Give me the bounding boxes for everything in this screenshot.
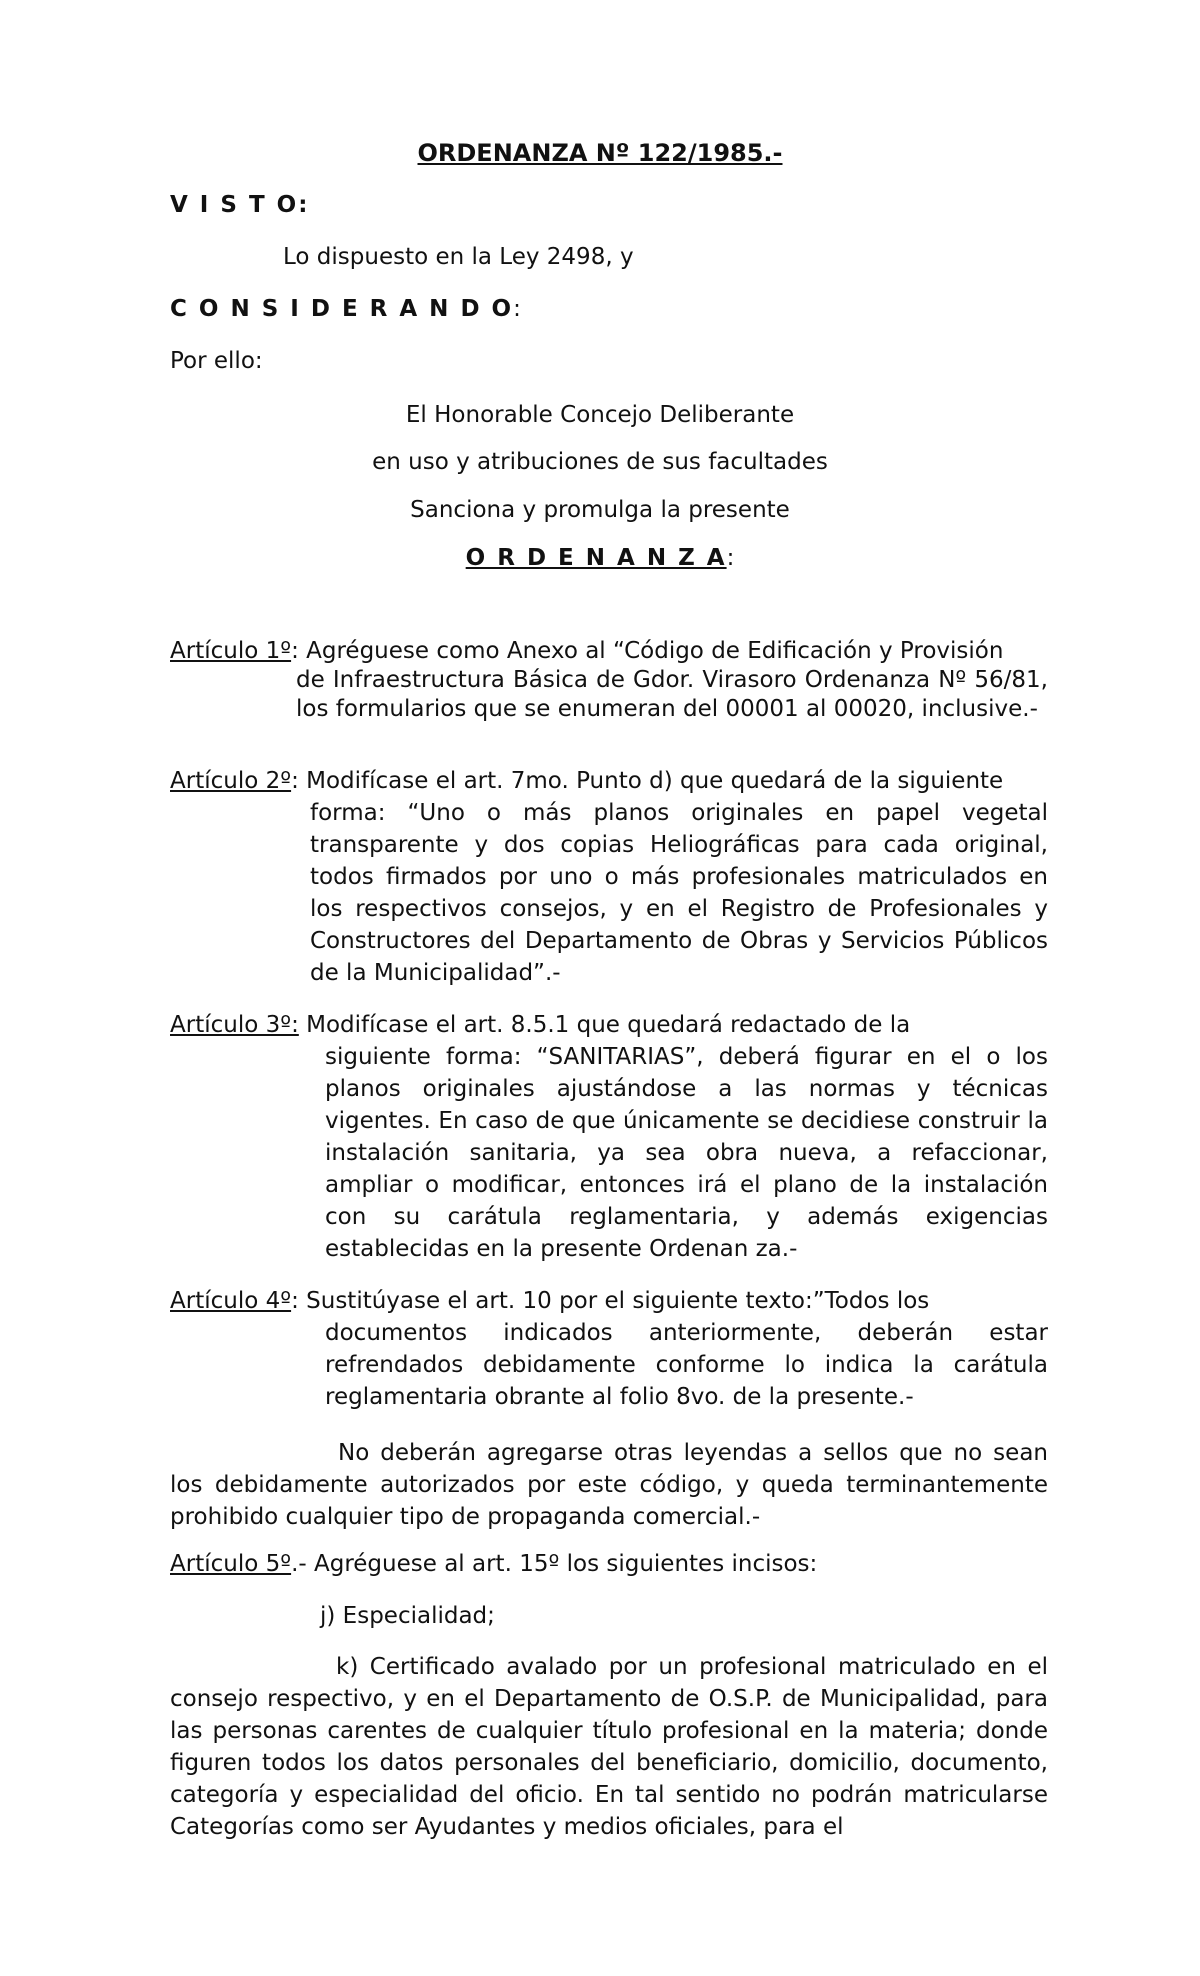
article-5-label: Artículo 5º [170,1551,292,1577]
article-4-label: Artículo 4º [170,1288,292,1314]
article-3-label: Artículo 3º: [170,1012,299,1038]
article-2-first-line: Artículo 2º: Modifícase el art. 7mo. Punto d) que quedará de la siguiente [170,768,1004,794]
article-4-body: documentos indicados anteriormente, deberán estar refrendados debidamente conforme lo indica la carátula reglamentaria obrante al folio 8vo. de la presente.- [325,1320,1048,1410]
article-1-first-line: Artículo 1º: Agréguese como Anexo al “Código de Edificación y Provisión [170,638,1004,664]
article-3-first-line: Artículo 3º: Modifícase el art. 8.5.1 que quedará redactado de la [170,1012,911,1038]
considerando-heading: C O N S I D E R A N D O: [170,296,521,322]
inciso-k: k) Certificado avalado por un profesional matriculado en el consejo respectivo, y en el Departamento de O.S.P. de Municipalidad, para las personas carentes de cualquier título profesional en la materia; donde figuren todos los datos personales del beneficiario, domicilio, documento, categoría y especialidad del oficio. En tal sentido no podrán matricularse Categorías como ser Ayudantes y medios oficiales, para el [170,1654,1048,1840]
article-4-first-line: Artículo 4º: Sustitúyase el art. 10 por el siguiente texto:”Todos los [170,1288,930,1314]
article-4-paragraph: No deberán agregarse otras leyendas a sellos que no sean los debidamente autorizados por este código, y queda terminantemente prohibido cualquier tipo de propaganda comercial.- [170,1440,1048,1530]
article-2-body: forma: “Uno o más planos originales en papel vegetal transparente y dos copias Heliográficas para cada original, todos firmados por uno o más profesionales matriculados en los respectivos consejos, y en el Registro de Profesionales y Constructores del Departamento de Obras y Servicios Públicos de la Municipalidad”.- [310,800,1048,986]
article-3-body: siguiente forma: “SANITARIAS”, deberá figurar en el o los planos originales ajustándose a las normas y técnicas vigentes. En caso de que únicamente se decidiese construir la instalación sanitaria, ya sea obra nueva, a refaccionar, ampliar o modificar, entonces irá el plano de la instalación con su carátula reglamentaria, y además exigencias establecidas en la presente Ordenan za.- [325,1044,1048,1262]
article-3 [170,1009,1048,1265]
council-line-2: en uso y atribuciones de sus facultades [372,449,828,475]
article-1 [170,637,1048,724]
por-ello-text: Por ello: [170,348,263,374]
inciso-j: j) Especialidad; [320,1603,495,1629]
visto-text: Lo dispuesto en la Ley 2498, y [283,244,634,270]
article-1-body: de Infraestructura Básica de Gdor. Virasoro Ordenanza Nº 56/81, los formularios que se enumeran del 00001 al 00020, inclusive.- [296,667,1048,722]
article-2 [170,765,1048,989]
article-4 [170,1285,1048,1413]
article-5: Artículo 5º.- Agréguese al art. 15º los siguientes incisos: [170,1551,818,1577]
document-title: ORDENANZA Nº 122/1985.- [417,139,783,167]
council-line-1: El Honorable Concejo Deliberante [405,402,795,428]
article-2-label: Artículo 2º [170,768,292,794]
council-line-3: Sanciona y promulga la presente [410,497,790,523]
ordenanza-heading: O R D E N A N Z A: [465,545,735,571]
visto-heading: V I S T O: [170,192,310,218]
article-1-label: Artículo 1º [170,638,292,664]
